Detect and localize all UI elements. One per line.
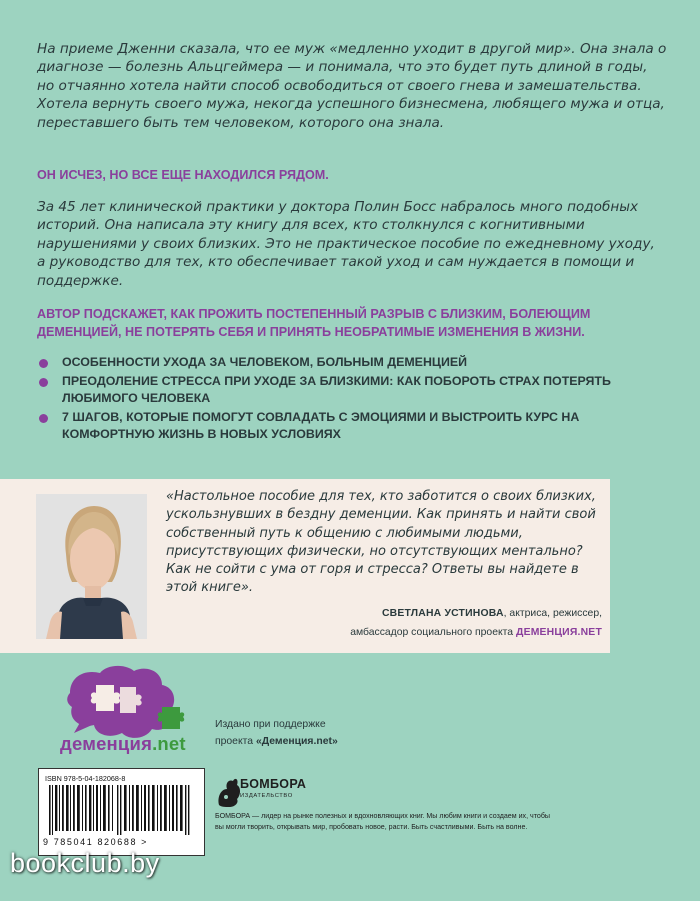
quote-project-name: ДЕМЕНЦИЯ.NET bbox=[515, 627, 602, 638]
isbn-number: ISBN 978-5-04-182068-8 bbox=[45, 774, 126, 783]
dementia-net-logo-text: деменция.net bbox=[60, 733, 186, 754]
publisher-description: БОМБОРА — лидер на рынке полезных и вдохновляющих книг. Мы любим книги и создаем их, чтобы вы могли творить, открывать мир, пробовать новое, расти. Быть счастливыми. Быть на волне. bbox=[215, 812, 551, 831]
accent-line-1: ОН ИСЧЕЗ, НО ВСЕ ЕЩЕ НАХОДИЛСЯ РЯДОМ. bbox=[37, 168, 329, 182]
bullet-item: 7 ШАГОВ, КОТОРЫЕ ПОМОГУТ СОВЛАДАТЬ С ЭМОЦИЯМИ И ВЫСТРОИТЬ КУРС НА КОМФОРТНУЮ ЖИЗНЬ В НОВЫХ УСЛОВИЯХ bbox=[37, 409, 657, 444]
accent-line-2: АВТОР ПОДСКАЖЕТ, КАК ПРОЖИТЬ ПОСТЕПЕННЫЙ РАЗРЫВ С БЛИЗКИМ, БОЛЕЮЩИМ ДЕМЕНЦИЕЙ, НЕ ПОТЕРЯТЬ СЕБЯ И ПРИНЯТЬ НЕОБРАТИМЫЕ ИЗМЕНЕНИЯ В ЖИЗНИ. bbox=[37, 307, 591, 340]
barcode-number: 9 785041 820688 > bbox=[43, 837, 149, 847]
bullet-item: ПРЕОДОЛЕНИЕ СТРЕССА ПРИ УХОДЕ ЗА БЛИЗКИМИ: КАК ПОБОРОТЬ СТРАХ ПОТЕРЯТЬ ЛЮБИМОГО ЧЕЛОВЕКА bbox=[37, 373, 657, 408]
author-photo bbox=[36, 494, 147, 639]
site-watermark: bookclub.by bbox=[10, 848, 160, 878]
bullet-dot-icon bbox=[39, 414, 48, 423]
testimonial-quote: «Настольное пособие для тех, кто заботится о своих близких, ускользнувших в бездну деменции. Как принять и найти свой собственный путь к общению с любимыми людьми, присутствующих физически, но отсутствующих ментально? Как не сойти с ума от горя и стресса? Ответы вы найдете в этой книге». bbox=[166, 489, 596, 596]
bullet-dot-icon bbox=[39, 359, 48, 368]
intro-paragraph-2: За 45 лет клинической практики у доктора Полин Босс набралось много подобных историй. Она написала эту книгу для всех, кто столкнулся с когнитивными нарушениями у своих близких. Это не практическое пособие по ежедневному уходу, а руководство для тех, кто обеспечивает такой уход и сам нуждается в помощи и поддержке. bbox=[37, 199, 655, 289]
bullet-dot-icon bbox=[39, 378, 48, 387]
portrait-image bbox=[36, 494, 147, 639]
feature-bullet-list bbox=[37, 354, 657, 445]
barcode-bars-icon bbox=[47, 785, 197, 835]
quote-author-role: , актриса, режиссер, bbox=[503, 608, 602, 619]
publisher-subtitle: ИЗДАТЕЛЬСТВО bbox=[240, 793, 293, 799]
support-project-name: «Деменция.net» bbox=[255, 736, 338, 747]
quote-attribution bbox=[350, 604, 602, 642]
partner-support-note: Издано при поддержке проекта «Деменция.net» bbox=[215, 719, 338, 747]
quote-author-line2: амбассадор социального проекта bbox=[350, 627, 516, 638]
bullet-item: ОСОБЕННОСТИ УХОДА ЗА ЧЕЛОВЕКОМ, БОЛЬНЫМ ДЕМЕНЦИЕЙ bbox=[37, 354, 657, 372]
isbn-barcode bbox=[38, 768, 205, 856]
quote-author-name: СВЕТЛАНА УСТИНОВА bbox=[381, 608, 504, 619]
publisher-name: БОМБОРА bbox=[240, 777, 307, 791]
intro-paragraph-1: На приеме Дженни сказала, что ее муж «медленно уходит в другой мир». Она знала о диагнозе — болезнь Альцгеймера — и понимала, что это будет путь длиной в годы, но отчаянно хотела найти способ освободиться от своего гнева и замешательства. Хотела вернуть своего мужа, некогда успешного бизнесмена, любящего мужа и отца, переставшего быть тем человеком, которого она знала. bbox=[37, 41, 667, 131]
